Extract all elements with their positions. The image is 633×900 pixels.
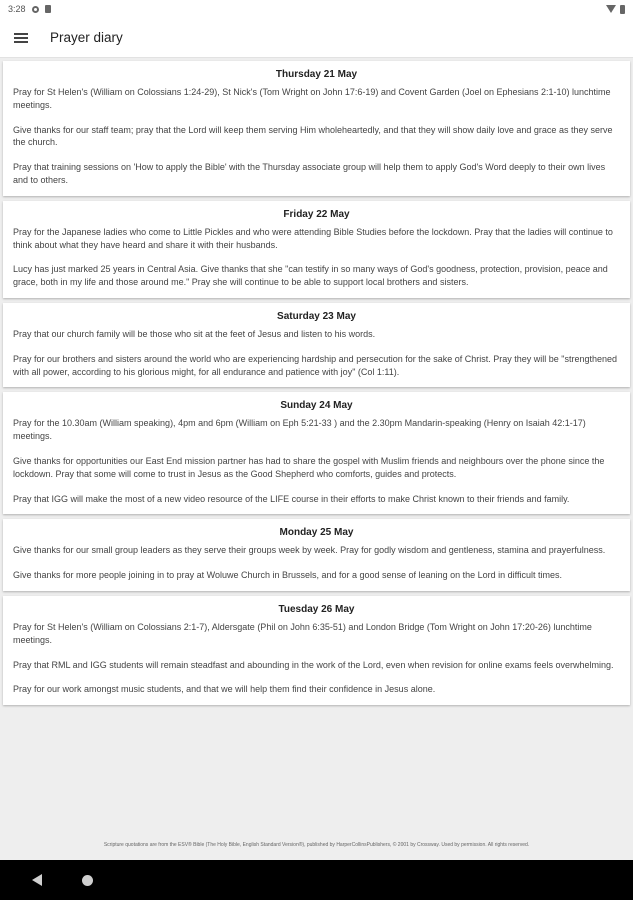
status-bar bbox=[0, 0, 633, 18]
day-title: Monday 25 May bbox=[279, 527, 354, 539]
wifi-icon bbox=[606, 5, 616, 13]
prayer-paragraph: Pray for our work amongst music students, and that we will help them find their confidence in Jesus alone. bbox=[13, 684, 436, 695]
prayer-paragraph: Lucy has just marked 25 years in Central Asia. Give thanks that she "can testify in so many ways of God's goodness, protection, provision, peace and grace, both in my life and those around me." Pray she will continue to be able to support local brothers and sisters. bbox=[13, 264, 608, 288]
home-icon[interactable] bbox=[82, 875, 93, 886]
settings-gear-icon bbox=[32, 6, 39, 13]
prayer-paragraph: Give thanks for opportunities our East End mission partner has had to share the gospel with Muslim friends and neighbours over the phone since the lockdown. Pray that some will come to trust in Jesus as the Good Shepherd who comforts, guides and protects. bbox=[13, 455, 605, 479]
status-time: 3:28 bbox=[8, 4, 26, 14]
prayer-paragraph: Pray that our church family will be those who sit at the feet of Jesus and listen to his words. bbox=[13, 328, 376, 339]
page-title: Prayer diary bbox=[50, 30, 123, 45]
prayer-paragraph: Pray for St Helen's (William on Colossians 1:24-29), St Nick's (Tom Wright on John 17:6-19) and Covent Garden (Joel on Ephesians 2:1-10) lunchtime meetings. bbox=[13, 87, 611, 110]
day-title: Thursday 21 May bbox=[275, 69, 358, 80]
prayer-paragraph: Pray that IGG will make the most of a new video resource of the LIFE course in their efforts to make Christ known to their friends and family. bbox=[13, 493, 570, 504]
day-card bbox=[3, 201, 630, 298]
day-card bbox=[3, 61, 630, 196]
copyright-footer: Scripture quotations are from the ESV® Bible (The Holy Bible, English Standard Version®), published by HarperCollinsPublishers, © 2001 by Crossway. Used by permission. All rights reserved. bbox=[103, 842, 530, 848]
prayer-paragraph: Pray for the 10.30am (William speaking), 4pm and 6pm (William on Eph 5:21-33 ) and the 2.30pm Mandarin-speaking (Henry on Isaiah 42:1-17) meetings. bbox=[13, 418, 586, 442]
prayer-paragraph: Give thanks for more people joining in to pray at Woluwe Church in Brussels, and for a good sense of leaning on the Lord in difficult times. bbox=[13, 570, 562, 581]
prayer-diary-list[interactable] bbox=[0, 58, 633, 860]
prayer-paragraph: Give thanks for our small group leaders as they serve their groups week by week. Pray for godly wisdom and gentleness, stamina and prayerfulness. bbox=[13, 545, 606, 556]
prayer-paragraph: Give thanks for our staff team; pray that the Lord will keep them serving Him wholeheartedly, and that they will show daily love and grace as they serve the church. bbox=[13, 124, 613, 148]
system-navigation-bar bbox=[0, 860, 633, 900]
day-card bbox=[3, 519, 630, 591]
day-card bbox=[3, 392, 630, 514]
day-title: Friday 22 May bbox=[283, 208, 350, 220]
day-card bbox=[3, 596, 630, 705]
back-icon[interactable] bbox=[32, 874, 42, 886]
prayer-paragraph: Pray that RML and IGG students will remain steadfast and abounding in the work of the Lord, even when revision for online exams feels overwhelming. bbox=[13, 659, 614, 670]
day-title: Sunday 24 May bbox=[280, 400, 353, 412]
day-title: Saturday 23 May bbox=[277, 310, 356, 322]
sd-card-icon bbox=[45, 5, 51, 13]
prayer-paragraph: Pray that training sessions on 'How to apply the Bible' with the Thursday associate group will help them to apply God's Word deeply to their own lives and to others. bbox=[13, 162, 606, 185]
hamburger-menu-icon[interactable] bbox=[0, 18, 42, 58]
battery-icon bbox=[620, 5, 625, 14]
day-card bbox=[3, 303, 630, 387]
prayer-paragraph: Pray for St Helen's (William on Colossians 2:1-7), Aldersgate (Phil on John 6:35-51) and London Bridge (Tom Wright on John 17:20-26) lunchtime meetings. bbox=[13, 621, 592, 645]
app-bar bbox=[0, 18, 633, 58]
prayer-paragraph: Pray for the Japanese ladies who come to Little Pickles and who were attending Bible Studies before the lockdown. Pray that the ladies will continue to think about what they have heard and share it with their husbands. bbox=[13, 226, 613, 250]
prayer-paragraph: Pray for our brothers and sisters around the world who are experiencing hardship and persecution for the sake of Christ. Pray they will be "strengthened with all power, according to his glorious might, for all endurance and patience with joy" (Col 1:11). bbox=[13, 353, 618, 377]
day-title: Tuesday 26 May bbox=[278, 603, 355, 615]
